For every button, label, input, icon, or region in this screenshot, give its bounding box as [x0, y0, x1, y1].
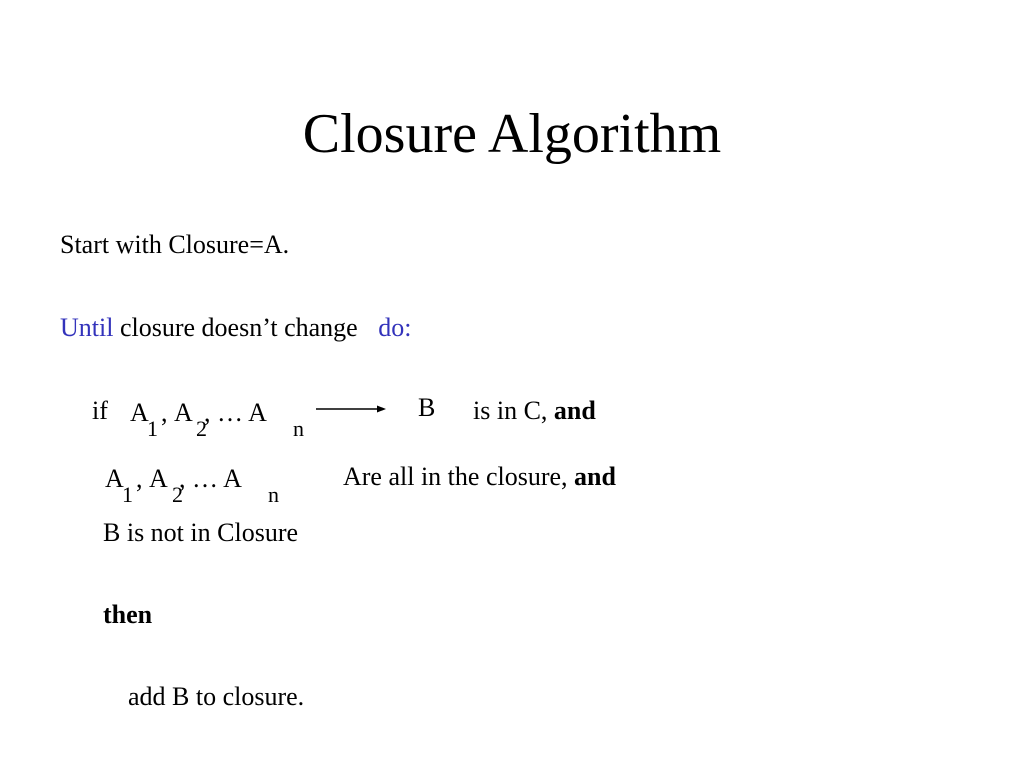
- are-all-in-closure: Are all in the closure,: [343, 462, 568, 491]
- lhs-attr-a2: A: [174, 398, 193, 427]
- until-keyword: Until: [60, 313, 114, 342]
- if-keyword: if: [92, 396, 108, 425]
- closure-sub-n: n: [268, 482, 279, 507]
- and-keyword-2: and: [574, 462, 616, 491]
- closure-attr-a2: A: [149, 464, 168, 493]
- fd-in-c-text: [473, 396, 596, 426]
- closure-comma: ,: [136, 464, 143, 493]
- lhs-comma: ,: [161, 398, 168, 427]
- implies-arrow-icon: [314, 400, 388, 420]
- closure-sub-2: 2: [172, 482, 183, 507]
- until-condition: closure doesn’t change: [119, 313, 358, 342]
- do-keyword: do:: [378, 313, 412, 342]
- all-in-closure-text: [343, 462, 616, 492]
- rhs-attr-b: B: [418, 393, 436, 422]
- lhs-attr-a1: A: [130, 398, 149, 427]
- then-keyword: then: [103, 600, 153, 629]
- lhs-ellipsis-an: , … A: [204, 398, 267, 427]
- lhs-sub-1: 1: [147, 416, 158, 441]
- add-b-to-closure: add B to closure.: [128, 682, 305, 711]
- and-keyword: and: [553, 396, 596, 425]
- slide-title: Closure Algorithm: [302, 103, 722, 165]
- lhs-sub-n: n: [293, 416, 304, 441]
- lhs-sub-2: 2: [196, 416, 207, 441]
- closure-ellipsis-an: , … A: [179, 464, 242, 493]
- is-in-c: is in C,: [473, 396, 548, 425]
- b-not-in-closure: B is not in Closure: [103, 518, 299, 547]
- line-start: Start with Closure=A.: [60, 230, 290, 259]
- closure-attr-a1: A: [105, 464, 124, 493]
- line-until: [60, 313, 411, 343]
- closure-sub-1: 1: [122, 482, 133, 507]
